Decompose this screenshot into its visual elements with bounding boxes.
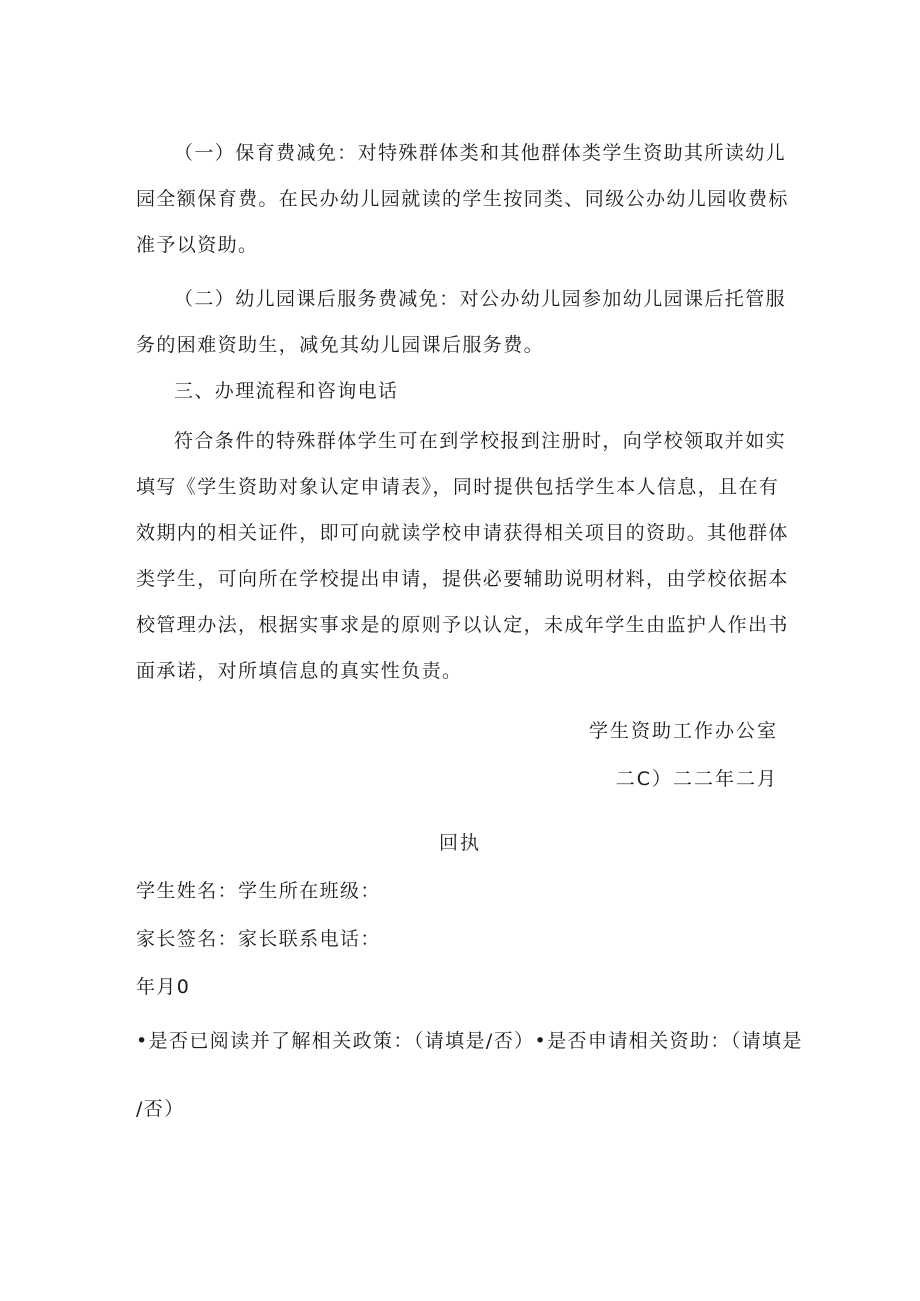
receipt-date-line: 年月0 bbox=[136, 976, 191, 998]
receipt-title: 回执 bbox=[438, 832, 481, 854]
section-three-body: 符合条件的特殊群体学生可在到学校报到注册时，向学校领取并如实填写《学生资助对象认定申请表》，同时提供包括学生本人信息，且在有效期内的相关证件，即可向就读学校申请获得相关项目的资助。其他群体类学生，可向所在学校提出申请，提供必要辅助说明材料，由学校依据本校管理办法，根据实事求是的原则予以认定，未成年学生由监护人作出书面承诺，对所填信息的真实性负责。 bbox=[136, 430, 789, 682]
receipt-questions-line: •是否已阅读并了解相关政策：（请填是/否）•是否申请相关资助：（请填是 bbox=[136, 1030, 803, 1052]
section-three-body-block bbox=[136, 418, 792, 694]
signature-office: 学生资助工作办公室 bbox=[588, 720, 778, 742]
receipt-parent-line: 家长签名：家长联系电话： bbox=[136, 928, 381, 950]
section-one bbox=[136, 130, 792, 268]
section-one-item-two bbox=[136, 276, 792, 368]
section-three-heading-block bbox=[136, 368, 792, 414]
signature-date: 二C）二二年二月 bbox=[615, 768, 778, 790]
receipt-questions-line-continued: /否） bbox=[136, 1098, 185, 1120]
section-three-heading: 三、办理流程和咨询电话 bbox=[174, 380, 399, 402]
receipt-student-line: 学生姓名：学生所在班级： bbox=[136, 880, 381, 902]
item-childcare-fee-reduction: （一）保育费减免：对特殊群体类和其他群体类学生资助其所读幼儿园全额保育费。在民办幼儿园就读的学生按同类、同级公办幼儿园收费标准予以资助。 bbox=[136, 142, 789, 256]
item-after-school-fee-reduction: （二）幼儿园课后服务费减免：对公办幼儿园参加幼儿园课后托管服务的困难资助生，减免其幼儿园课后服务费。 bbox=[136, 288, 787, 356]
